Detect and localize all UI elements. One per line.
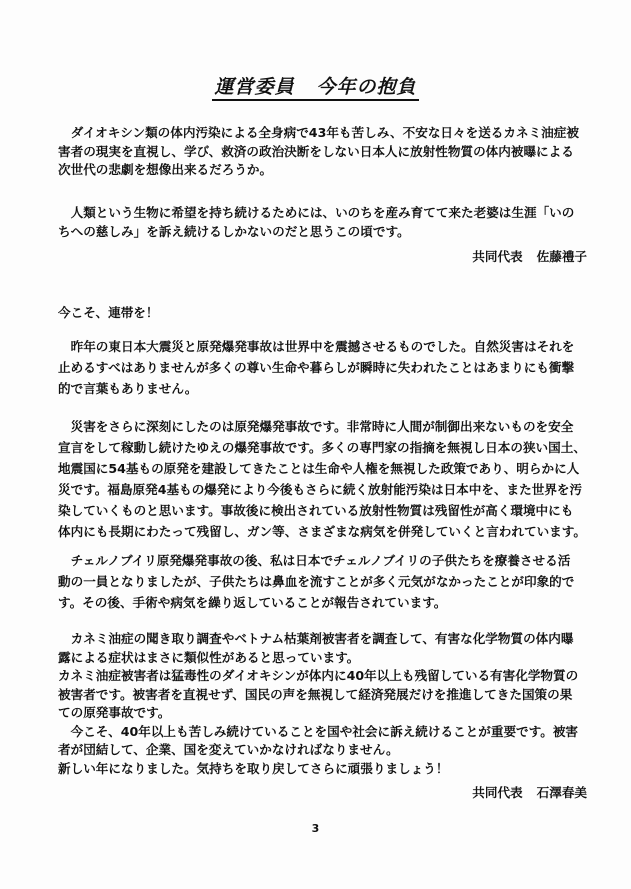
paragraph-line: ての原発事故です。	[58, 705, 171, 720]
title-underlined	[212, 76, 418, 101]
paragraph-line: 地震国に54基もの原発を建設してきたことは生命や人権を無視した政策であり、明らかに人	[58, 461, 580, 476]
paragraph-line: 止めるすべはありませんが多くの尊い生命や暮らしが瞬時に失われたことはあまりにも衝撃	[58, 360, 575, 375]
paragraph-line: 災害をさらに深刻にしたのは原発爆発事故です。非常時に人間が制御出来ないものを安全	[58, 419, 574, 434]
paragraph-4	[58, 418, 588, 544]
paragraph-line: 災です。福島原発4基もの爆発により今後もさらに続く放射能汚染は日本中を、また世界を汚	[58, 482, 583, 497]
paragraph-line: す。その後、手術や病気を繰り返していることが報告されています。	[58, 595, 447, 610]
paragraph-line: 昨年の東日本大震災と原発爆発事故は世界中を震撼させるものでした。自然災害はそれを	[58, 339, 575, 354]
paragraph-line: 人類という生物に希望を持ち続けるためには、いのちを産み育てて来た老婆は生涯「いの	[58, 205, 575, 220]
paragraph-line: 害者の現実を直視し、学び、救済の政治決断をしない日本人に放射性物質の体内被曝による	[58, 143, 574, 159]
paragraph-line: 被害者です。被害者を直視せず、国民の声を無視して経済発展だけを推進してきた国策の果	[58, 686, 573, 702]
paragraph-line: カネミ油症の聞き取り調査やベトナム枯葉剤被害者を調査して、有害な化学物質の体内曝	[58, 631, 574, 646]
section-heading	[58, 304, 588, 323]
signature-role: 共同代表	[472, 249, 523, 264]
page-title	[0, 72, 631, 99]
paragraph-2	[58, 204, 588, 241]
paragraph-3	[58, 338, 588, 401]
paragraph-line: 次世代の悲劇を想像出来るだろうか。	[58, 162, 273, 177]
paragraph-line: 動の一員となりましたが、子供たちは鼻血を流すことが多く元気がなかったことが印象的で	[58, 574, 575, 589]
title-part1: 運営委員	[214, 76, 295, 98]
title-part2: 今年の抱負	[316, 76, 417, 98]
signature-2	[472, 782, 587, 801]
paragraph-line: ちへの慈しみ」を訴え続けるしかないのだと思うこの頃です。	[58, 223, 410, 239]
paragraph-line: 体内にも長期にわたって残留し、ガン等、さまざまな病気を併発していくと言われています。	[58, 524, 586, 539]
paragraph-line: 今こそ、40年以上も苦しみ続けていることを国や社会に訴え続けることが重要です。被害	[58, 723, 579, 739]
paragraph-line: 者が団結して、企業、国を変えていかなければなりません。	[58, 742, 399, 757]
signature-role: 共同代表	[472, 785, 523, 800]
paragraph-line: 露による症状はまさに類似性があると思っています。	[58, 649, 360, 665]
paragraph-6	[58, 630, 588, 778]
page-number: 3	[311, 822, 320, 835]
signature-1	[472, 246, 587, 265]
heading-text: 今こそ、連帯を！	[58, 305, 159, 320]
paragraph-line: ダイオキシン類の体内汚染による全身病で43年も苦しみ、不安な日々を送るカネミ油症被	[58, 125, 579, 140]
signature-name: 石澤春美	[536, 785, 587, 800]
paragraph-5	[58, 552, 588, 615]
paragraph-line: 的で言葉もありません。	[58, 381, 198, 396]
paragraph-line: 新しい年になりました。気持ちを取り戻してさらに頑張りましょう！	[58, 760, 449, 776]
paragraph-line: カネミ油症被害者は猛毒性のダイオキシンが体内に40年以上も残留している有害化学物質の	[58, 668, 579, 683]
paragraph-line: チェルノブイリ原発爆発事故の後、私は日本でチェルノブイリの子供たちを療養させる活	[58, 553, 571, 568]
paragraph-line: 染していくものと思います。事故後に検出されている放射性物質は残留性が高く環境中にも	[58, 503, 574, 518]
signature-name: 佐藤禮子	[536, 249, 587, 264]
paragraph-1	[58, 124, 588, 180]
paragraph-line: 宣言をして稼動し続けたゆえの爆発事故です。多くの専門家の指摘を無視し日本の狭い国土、	[58, 440, 586, 455]
